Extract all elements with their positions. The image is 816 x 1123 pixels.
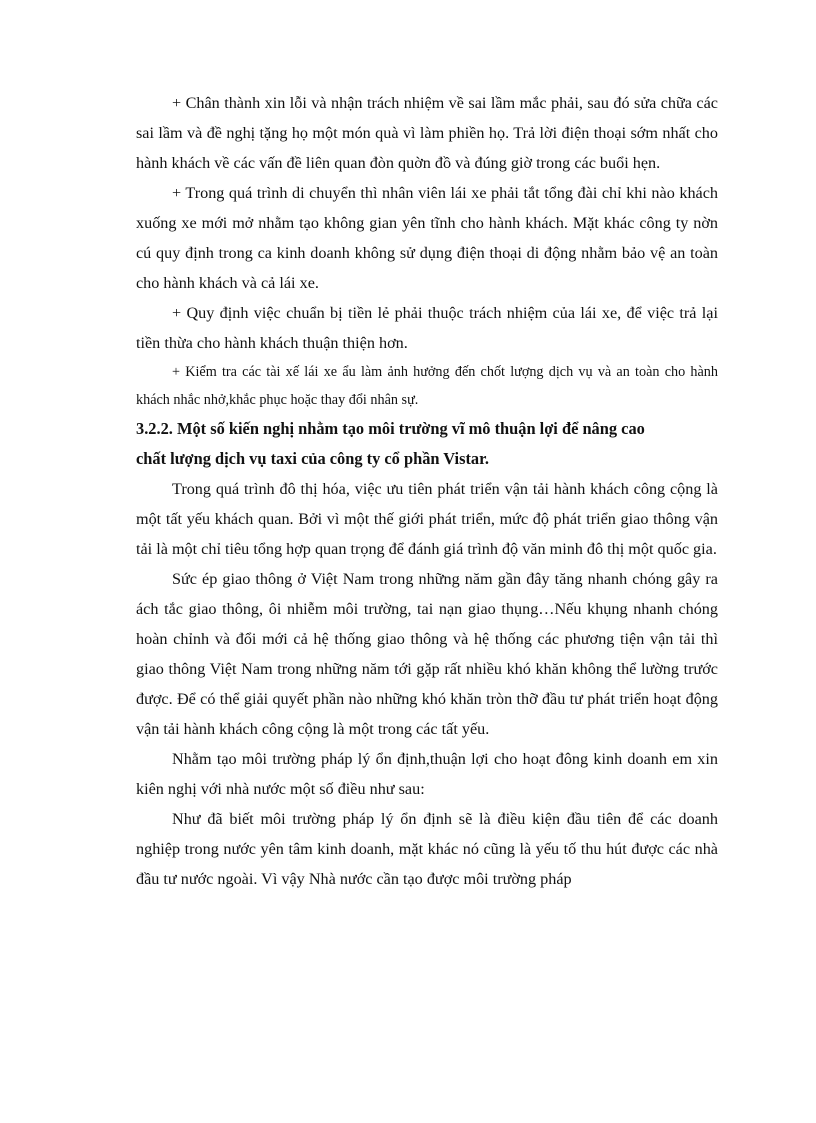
paragraph-traffic-pressure: Sức ép giao thông ở Việt Nam trong những năm gần đây tăng nhanh chóng gây ra ách tắc giao thông, ôi nhiễm môi trường, tai nạn giao thụng…Nếu khụng nhanh chóng hoàn chỉnh và đổi mới cả hệ thống giao thông và hệ thống các phương tiện vận tải thì giao thông Việt Nam trong những năm tới gặp rất nhiều khó khăn không thể lường trước được. Để có thể giải quyết phần nào những khó khăn tròn thỡ đầu tư phát triển hoạt động vận tải hành khách công cộng là một trong các tất yếu. <box>136 570 718 738</box>
bullet-change-money: + Quy định việc chuẩn bị tiền lẻ phải thuộc trách nhiệm của lái xe, để việc trả lại tiền thừa cho hành khách thuận thiện hơn. <box>136 304 718 352</box>
bullet-quiet-ride: + Trong quá trình di chuyển thì nhân viên lái xe phải tắt tổng đài chỉ khi nào khách xuống xe mới mở nhằm tạo không gian yên tĩnh cho hành khách. Mặt khác công ty nờn cú quy định trong ca kinh doanh không sử dụng điện thoại di động nhằm bảo vệ an toàn cho hành khách và cả lái xe. <box>136 184 718 292</box>
section-heading <box>136 414 718 474</box>
section-heading-line-1: 3.2.2. Một số kiến nghị nhằm tạo môi trường vĩ mô thuận lợi để nâng cao <box>136 419 645 438</box>
section-heading-line-2: chất lượng dịch vụ taxi của công ty cổ phần Vistar. <box>136 449 489 468</box>
paragraph-urbanization: Trong quá trình đô thị hóa, việc ưu tiên phát triển vận tải hành khách công cộng là một tất yếu khách quan. Bởi vì một thế giới phát triển, mức độ phát triển giao thông vận tải là một chỉ tiêu tổng hợp quan trọng để đánh giá trình độ văn minh đô thị một quốc gia. <box>136 480 718 558</box>
paragraph-legal-environment: Nhằm tạo môi trường pháp lý ổn định,thuận lợi cho hoạt đông kinh doanh em xin kiên nghị với nhà nước một số điều như sau: <box>136 750 718 798</box>
bullet-apology: + Chân thành xin lỗi và nhận trách nhiệm về sai lầm mắc phải, sau đó sửa chữa các sai lầm và đề nghị tặng họ một món quà vì làm phiền họ. Trả lời điện thoại sớm nhất cho hành khách về các vấn đề liên quan đòn quờn đồ và đúng giờ trong các buổi hẹn. <box>136 94 718 172</box>
bullet-driver-check: + Kiểm tra các tài xế lái xe ẩu làm ảnh hưởng đến chốt lượng dịch vụ và an toàn cho hành khách nhắc nhở,khắc phục hoặc thay đổi nhân sự. <box>136 364 718 408</box>
paragraph-investment: Như đã biết môi trường pháp lý ổn định sẽ là điều kiện đầu tiên để các doanh nghiệp trong nước yên tâm kinh doanh, mặt khác nó cũng là yếu tố thu hút được các nhà đầu tư nước ngoài. Vì vậy Nhà nước cần tạo được môi trường pháp <box>136 810 718 888</box>
document-page <box>136 88 718 894</box>
